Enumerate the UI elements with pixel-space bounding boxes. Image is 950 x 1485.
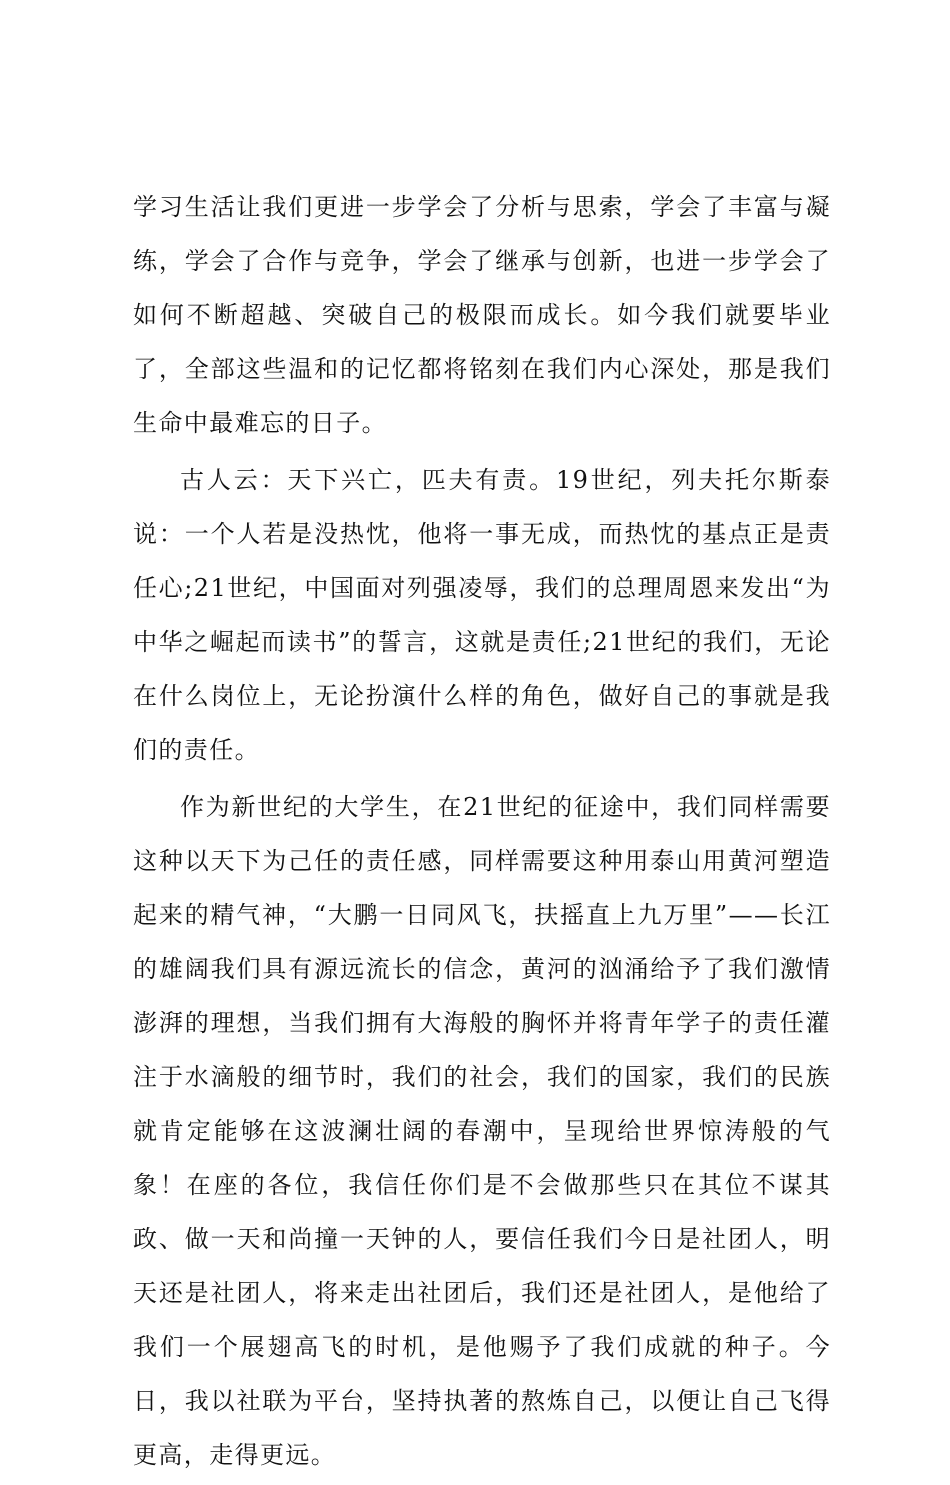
document-body [133,180,831,1485]
paragraph-1: 学习生活让我们更进一步学会了分析与思索，学会了丰富与凝练，学会了合作与竞争，学会了继承与创新，也进一步学会了如何不断超越、突破自己的极限而成长。如今我们就要毕业了，全部这些温和的记忆都将铭刻在我们内心深处，那是我们生命中最难忘的日子。 [133,193,831,437]
paragraph-2: 古人云：天下兴亡，匹夫有责。19世纪，列夫托尔斯泰说：一个人若是没热忱，他将一事无成，而热忱的基点正是责任心;21世纪，中国面对列强凌辱，我们的总理周恩来发出“为中华之崛起而读书”的誓言，这就是责任;21世纪的我们，无论在什么岗位上，无论扮演什么样的角色，做好自己的事就是我们的责任。 [133,466,831,764]
paragraph-3: 作为新世纪的大学生，在21世纪的征途中，我们同样需要这种以天下为己任的责任感，同样需要这种用泰山用黄河塑造起来的精气神，“大鹏一日同风飞，扶摇直上九万里”——长江的雄阔我们具有源远流长的信念，黄河的汹涌给予了我们激情澎湃的理想，当我们拥有大海般的胸怀并将青年学子的责任灌注于水滴般的细节时，我们的社会，我们的国家，我们的民族就肯定能够在这波澜壮阔的春潮中，呈现给世界惊涛般的气象！在座的各位，我信任你们是不会做那些只在其位不谋其政、做一天和尚撞一天钟的人，要信任我们今日是社团人，明天还是社团人，将来走出社团后，我们还是社团人，是他给了我们一个展翅高飞的时机，是他赐予了我们成就的种子。今日，我以社联为平台，坚持执著的熬炼自己，以便让自己飞得更高，走得更远。 [133,793,831,1469]
